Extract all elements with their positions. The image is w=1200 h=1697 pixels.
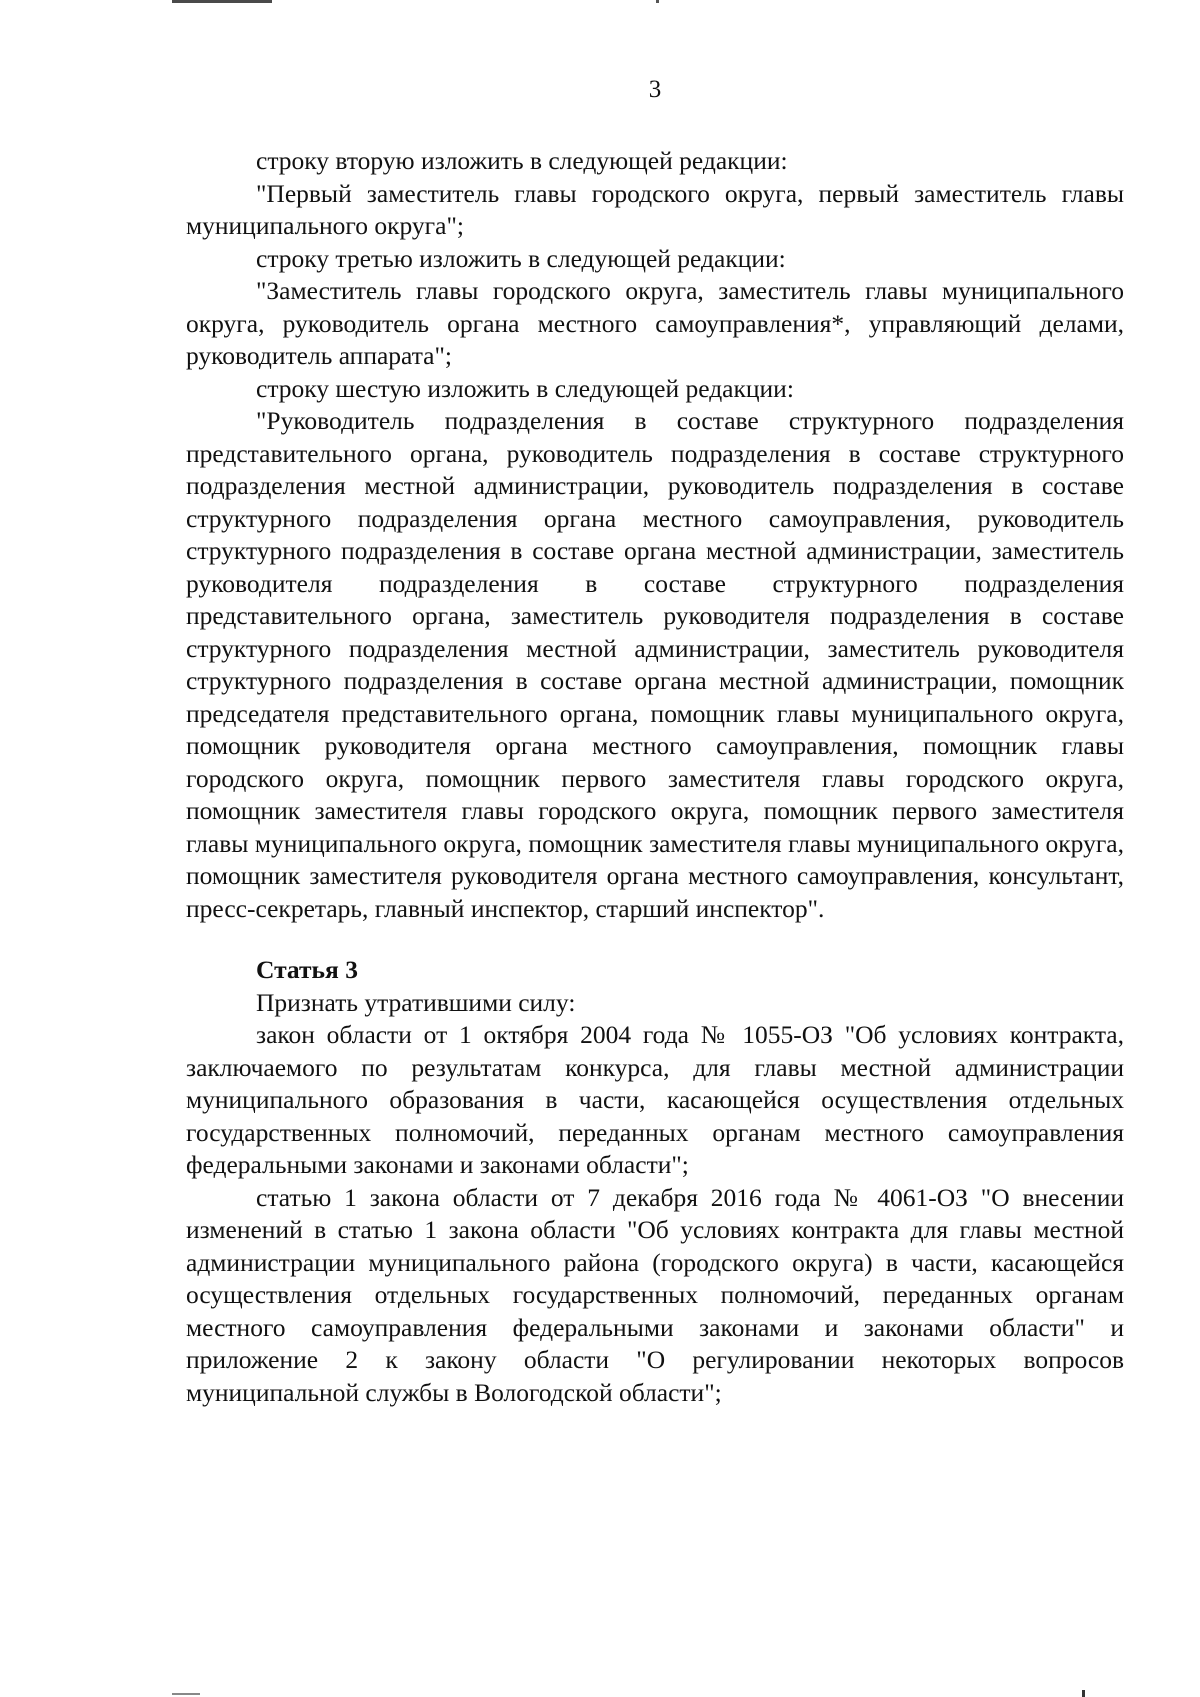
- scan-artifact-bottom-right: [1082, 1690, 1085, 1697]
- paragraph: Признать утратившими силу:: [256, 987, 576, 1017]
- page-number: 3: [648, 76, 662, 103]
- paragraph: закон области от 1 октября 2004 года № 1055-ОЗ "Об условиях контракта, заключаемого по результатам конкурса, для главы местной администрации муниципального образования в части, касающейся осуществления отдельных государственных полномочий, переданных органам местного самоуправления федеральными законами и законами области";: [186, 1020, 1124, 1179]
- paragraph: строку вторую изложить в следующей редакции:: [256, 146, 788, 175]
- paragraph: статью 1 закона области от 7 декабря 2016 года № 4061-ОЗ "О внесении изменений в статью 1 закона области "Об условиях контракта для главы местной администрации муниципального района (городского округа) в части, касающейся осуществления отдельных государственных полномочий, переданных органам местного самоуправления федеральными законами и законами области" и приложение 2 к закону области "О регулировании некоторых вопросов муниципальной службы в Вологодской области";: [186, 1182, 1124, 1407]
- paragraph: строку шестую изложить в следующей редакции:: [256, 373, 794, 403]
- paragraph: "Заместитель главы городского округа, заместитель главы муниципального округа, руководитель органа местного самоуправления*, управляющий делами, руководитель аппарата";: [186, 276, 1124, 370]
- paragraph: "Руководитель подразделения в составе структурного подразделения представительного органа, руководитель подразделения в составе структурного подразделения местной администрации, руководитель подразделения в составе структурного подразделения органа местного самоуправления, руководитель структурного подразделения в составе органа местной администрации, заместитель руководителя подразделения в составе структурного подразделения представительного органа, заместитель руководителя подразделения в составе структурного подразделения местной администрации, заместитель руководителя структурного подразделения в составе органа местной администрации, помощник председателя представительного органа, помощник главы муниципального округа, помощник руководителя органа местного самоуправления, помощник главы городского округа, помощник первого заместителя главы городского округа, помощник заместителя главы городского округа, помощник первого заместителя главы муниципального округа, помощник заместителя главы муниципального округа, помощник заместителя руководителя органа местного самоуправления, консультант, пресс-секретарь, главный инспектор, старший инспектор".: [186, 406, 1124, 923]
- paragraph: строку третью изложить в следующей редакции:: [256, 243, 786, 273]
- scan-artifact-top: [172, 0, 272, 3]
- paragraph: "Первый заместитель главы городского округа, первый заместитель главы муниципального округа";: [186, 178, 1124, 240]
- section-spacer: [186, 925, 1124, 954]
- document-body: [186, 145, 1124, 1409]
- scan-artifact-bottom-left: [172, 1693, 200, 1695]
- scan-artifact-dot: [656, 0, 659, 3]
- article-heading: Статья 3: [256, 955, 358, 984]
